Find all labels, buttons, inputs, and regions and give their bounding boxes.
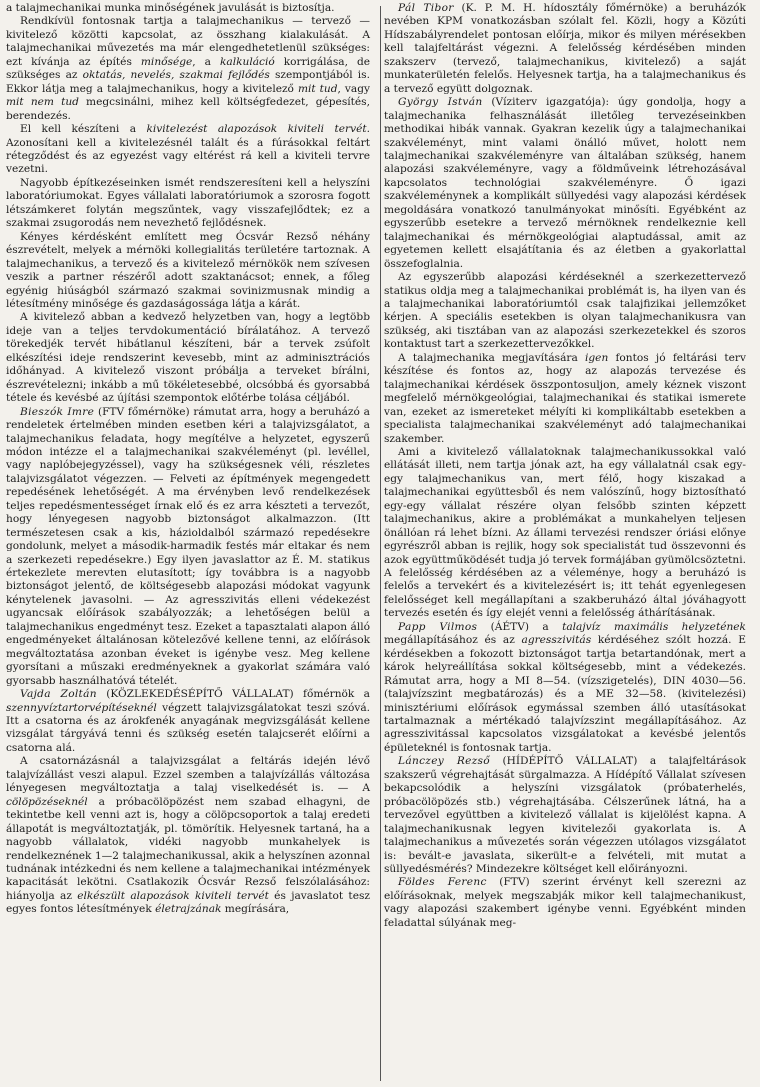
text-run: (HÍDÉPÍTŐ VÁLLALAT) a talajfeltárások szakszerű végrehajtását sürgalmazza. A Hídépítő Vállalat szívesen bekapcsolódik a helyszíni vizsgálatok (próbaterhelés, próbacölöpözés stb.) végrehajtásába. Célszerűnek látná, ha a tervezővel együttben a kivitelező vállalat is kijelölést kapna. A talajmechanikusnak legyen kivitelezői gyakorlata is. A talajmechanikus a művezetés során végezzen utólagos vizsgálatot is: bevált-e javaslata, sikerült-e a felvételi, mit mutat a süllyedésmérés? Mindezekre költséget kell előirányozni. <box>384 755 746 875</box>
paragraph <box>6 688 370 755</box>
paragraph <box>384 446 746 621</box>
emphasized-text: mit tud <box>297 82 338 95</box>
text-run: Ami a kivitelező vállalatoknak talajmechanikussokkal való ellátását illeti, nem tartja jónak azt, ha egy vállalatnál csak egy-egy talajmechanikus van, mert félő, hogy kiszakad a talajmechanikai együttesből és nem valószínű, hogy biztosítható egy-egy vállalat részére olyan felsőbb szinten képzett talajmechanikus, akire a problémákat a munkahelyen teljesen önállóan rá lehet bízni. Az állami tervezési rendszer óriási előnye egyrészről abban is rejlik, hogy sok specialistát tud összevonni és azok együttműködését tudja jó tervek formájában gyümölcsöztetni. A felelősség kérdésében az a véleménye, hogy a beruházó is felelős a tervekért és a kivitelezésért is; itt tehát egyenlegesen felelősséget kell megállapítani a szakberuházó által jóváhagyott tervezés esetén és így elejét venni a felelősség áthárításának. <box>384 445 746 620</box>
text-run: Az egyszerűbb alapozási kérdéseknél a szerkezettervező statikus oldja meg a talajmechanikai problémát is, ha ilyen van és a talajmechanikai laboratóriumtól csak talajfizikai jellemzőket kérjen. A speciális esetekben is olyan talajmechanikusra van szükség, aki tisztában van az alapozási szerkezetekkel és szoros kontaktust tart a szerkezettervezőkkel. <box>384 271 746 351</box>
text-run: szempontjából is. Ekkor látja meg a talajmechanikus, hogy a kivitelező <box>6 69 370 95</box>
emphasized-text: cölöpözéseknél <box>6 795 88 808</box>
text-run: (ÁÉTV) a <box>477 620 563 633</box>
paragraph <box>6 177 370 231</box>
text-run: és javaslatot tesz egyes fontos létesítmények <box>6 889 370 916</box>
text-run: , a <box>192 55 220 68</box>
paragraph <box>384 352 746 446</box>
speaker-name: Pál Tibor <box>398 2 454 14</box>
paragraph <box>6 406 370 689</box>
column-divider <box>380 6 381 1081</box>
emphasized-text: mit nem tud <box>6 96 79 109</box>
text-run: megírására, <box>221 903 290 916</box>
text-run: A csatornázásnál a talajvizsgálat a feltárás idején lévő talajvízállást veszi alapul. Ezzel szemben a talajvízállás változása lényegesen megváltoztatja a talaj viselkedését is. — A <box>6 755 370 795</box>
emphasized-text: életrajzának <box>155 903 222 916</box>
paragraph <box>384 2 746 96</box>
text-run: (FTV főmérnöke) rámutat arra, hogy a beruházó a rendeletek értelmében minden esetben kéri a talajvizsgálatot, a talajmechanikus feladata, hogy megítélve a helyzetet, egyszerű módon intézze el a talajmechanikai szakvéleményt (pl. levéllel, vagy naplóbejegyzéssel), vagy ha szükségesnek véli, részletes talajvizsgálatot végezzen. — Felveti az építmények megengedett repedésének lehetőségét. A ma érvényben levő rendelkezések teljes repedésmentességet írnak elő és ez arra készteti a tervezőt, hogy lényegesen nagyobb biztonságot alkalmazzon. (Itt természetesen csak a kis, házioldalból származó repedésekre gondolunk, melyet a második-harmadik festés már eltakar és nem a szerkezeti repedésekre.) Egy ilyen javaslattor az É. M. statikus értekezlete merevten elutasított; így továbbra is a nagyobb biztonságot jelentő, de költségesebb alapozási módokat vagyunk kénytelenek javasolni. — Az agresszivitás elleni védekezést ugyancsak előírások szabályozzák; a lehetőségen belül a talajmechanikus engedményt tesz. Ezeket a tapasztalati alapon álló engedményeket általánosan kötelezővé kellene tenni, az előírások megváltoztatása azonban éveket is igénybe vesz. Meg kellene gyorsítani a műszaki eredményeknek a gyakorlat számára való gyorsabb használhatóvá tételét. <box>6 405 370 687</box>
paragraph <box>6 755 370 916</box>
text-run: (FTV) szerint érvényt kell szerezni az előírásoknak, melyek megszabják mikor kell talajmechanikust, vagy alapozási szakembert igénybe venni. Egyébként minden feladattal súlyának meg- <box>384 876 746 929</box>
paragraph <box>6 311 370 405</box>
emphasized-text: igen <box>585 351 609 364</box>
text-run: végzett talajvizsgálatokat teszi szóvá. Itt a csatorna és az árokfenék anyagának megvizsgálását kellene vizsgálat tárgyává tenni és szükség esetén talajcserét előírni a csatorna alá. <box>6 701 370 754</box>
text-run: Rendkívül fontosnak tartja a talajmechanikus — tervező — kivitelező közötti kapcsolat, az összhang kialakulását. A talajmechanikai művezetés ma már elengedhetetlenül szükséges: ezt kívánja az építés <box>6 15 370 68</box>
text-run: fontos jó feltárási terv készítése és fontos az, hogy az alapozás tervezése és talajmechanikai kérdések összpontosuljon, amely kéznek viszont megfelelő mérnökgeológiai, talajmechanikai és statikai ismerete van, ezeket az ismereteket mélyíti ki komplikáltabb esetekben a specialista talajmechanikai szakvéleményt adó talajmechanikai szakember. <box>384 351 746 445</box>
text-run: (K. P. M. H. hídosztály főmérnöke) a beruházók nevében KPM vonatkozásban szólalt fel. Közli, hogy a Közúti Hídszabályrendelet pontosan előírja, mikor és milyen mérésekben kell talajfeltárást végezni. A felelősség kérdésében minden szakszerv (tervező, talajmechanikus, kivitelező) a saját munkaterületén felelős. Helyesnek tartja, ha a talajmechanikus és a tervező együtt dolgoznak. <box>384 2 746 95</box>
text-run: A talajmechanika megjavítására <box>398 351 586 364</box>
paragraph <box>6 2 370 15</box>
paragraph <box>6 123 370 177</box>
speaker-name: Földes Ferenc <box>398 876 487 889</box>
emphasized-text: oktatás, nevelés, szakmai fejlődés <box>82 69 270 82</box>
text-run: , vagy <box>337 82 370 95</box>
speaker-name: Lánczey Rezső <box>398 755 490 768</box>
text-run: megcsinálni, mihez kell költségfedezet, gépesítés, berendezés. <box>6 96 370 122</box>
paragraph <box>384 96 746 271</box>
speaker-name: György István <box>398 96 483 109</box>
emphasized-text: talajvíz maximális helyzetének <box>562 620 746 633</box>
text-run: (KÖZLEKEDÉSÉPÍTŐ VÁLLALAT) főmérnök a <box>96 688 370 701</box>
text-run: . Azonosítani kell a kivitelezésnél talált és a fúrásokkal feltárt rétegződést és az egyezést vagy eltérést rá kell a kiviteli tervre vezetni. <box>6 123 370 176</box>
paragraph <box>6 231 370 312</box>
text-run: korrigálása, de szükséges az <box>6 55 370 82</box>
paragraph <box>384 271 746 352</box>
paragraph <box>384 621 746 756</box>
emphasized-text: elkészült alapozások kiviteli tervét <box>77 889 269 902</box>
paragraph <box>6 15 370 123</box>
emphasized-text: agresszivitás <box>521 634 592 647</box>
text-run: Nagyobb építkezéseinken ismét rendszeresíteni kell a helyszíni laboratóriumokat. Egyes vállalati laboratóriumok a szorosra fogott létszámkeret folytán megszűntek, vagy visszafejlődtek; ez a szakmai zsugorodás nem nevezhető fejlődésnek. <box>6 176 370 230</box>
emphasized-text: kalkuláció <box>219 55 275 68</box>
emphasized-text: minősége <box>140 55 193 68</box>
paragraph <box>384 755 746 876</box>
emphasized-text: szennyvíztartorvépítéseknél <box>6 701 157 714</box>
text-run: A kivitelező abban a kedvező helyzetben van, hogy a legtöbb ideje van a teljes tervdokumentáció bírálatához. A tervező törekedjék tervét hibátlanul készíteni, bár a tervek zsúfolt elkészítési ideje rendszerint kevesebb, mint az adminisztrációs időhányad. A kivitelező viszont próbálja a terveket bírálni, észrevételezni; inkább a mű tökéletesebbé, olcsóbbá és gyorsabbá tétele és kevésbé az újítási szempontok előtérbe tolása céljából. <box>6 311 370 405</box>
right-text-column <box>376 2 746 1087</box>
emphasized-text: kivitelezést alapozások kiviteli tervét <box>146 123 367 136</box>
text-run: (Víziterv igazgatója): úgy gondolja, hogy a talajmechanika felhasználását illetőleg tervezéseinkben methodikai hibák vannak. Gyakran kezelik úgy a talajmechanikai szakvéleményt, mint valami önálló művet, holott nem talajmechanikai szakvéleményre van általában szükség, hanem alapozási szakvéleményre, vagy a földműveink létrehozásával kapcsolatos technológiai szakvéleményre. Ő igazi szakvéleménynek a komplikált süllyedési vagy alapozási kérdések megoldására vonatkozó tanulmányokat minősíti. Egyébként az egyszerűbb esetekre a tervező mérnöknek rendelkeznie kell talajmechanikai és mérnökgeológiai alaptudással, amit az egyetemen kellett elsajátítania és az életben a gyakorlattal összefoglalnia. <box>384 96 746 270</box>
text-run: Kényes kérdésként említett meg Ócsvár Rezső néhány észrevételt, melyek a mérnöki kollegialitás területére tartoznak. A talajmechanikus, a tervező és a kivitelező mérnökök nem szívesen veszik a partner részéről adott szaktanácsot; ennek, a főleg egyénig hiúságból származó szakmai sovinizmusnak mindig a létesítmény minősége és gazdaságossága látja a kárát. <box>6 230 370 310</box>
text-run: a próbacölöpözést nem szabad elhagyni, de tekintetbe kell venni azt is, hogy a cölöpcsoportok a talaj eredeti állapotát is megváltoztatják, pl. tömörítik. Helyesnek tartaná, ha a nagyobb vállalatok, vidéki nagyobb munkahelyek is rendelkeznének 1—2 talajmechanikussal, akik a helyszínen azonnal tudnának intézkedni és nem kellene a talajmechanikai intézmények kapacitását lekötni. Csatlakozik Ócsvár Rezső felszólalásához: hiányolja az <box>6 795 370 902</box>
text-run: El kell készíteni a <box>20 123 147 136</box>
paragraph <box>384 876 746 930</box>
text-run: megállapításához és az <box>384 634 522 647</box>
speaker-name: Bieszók Imre <box>20 405 95 418</box>
text-run: kérdéséhez szólt hozzá. E kérdésekben a fokozott biztonságot tartja betartandónak, mert a károk helyreállítása sokkal költségesebb, mint a védekezés. Rámutat arra, hogy a MI 8—54. (vízszigetelés), DIN 4030—56. (talajvízszint megbatározás) és a ME 32—58. (kivitelezési) minisztériumi előírások egymással szemben álló utasításokat tartalmaznak a mértékadó talajvízszint megállapításához. Az agresszivitással kapcsolatos vizsgálatokat a kevésbé jelentős épületeknél is fontosnak tartja. <box>384 634 746 754</box>
speaker-name: Papp Vilmos <box>398 620 478 633</box>
left-text-column <box>6 2 376 1087</box>
text-run: a talajmechanikai munka minőségének javulását is biztosítja. <box>6 2 335 14</box>
speaker-name: Vajda Zoltán <box>20 688 97 701</box>
